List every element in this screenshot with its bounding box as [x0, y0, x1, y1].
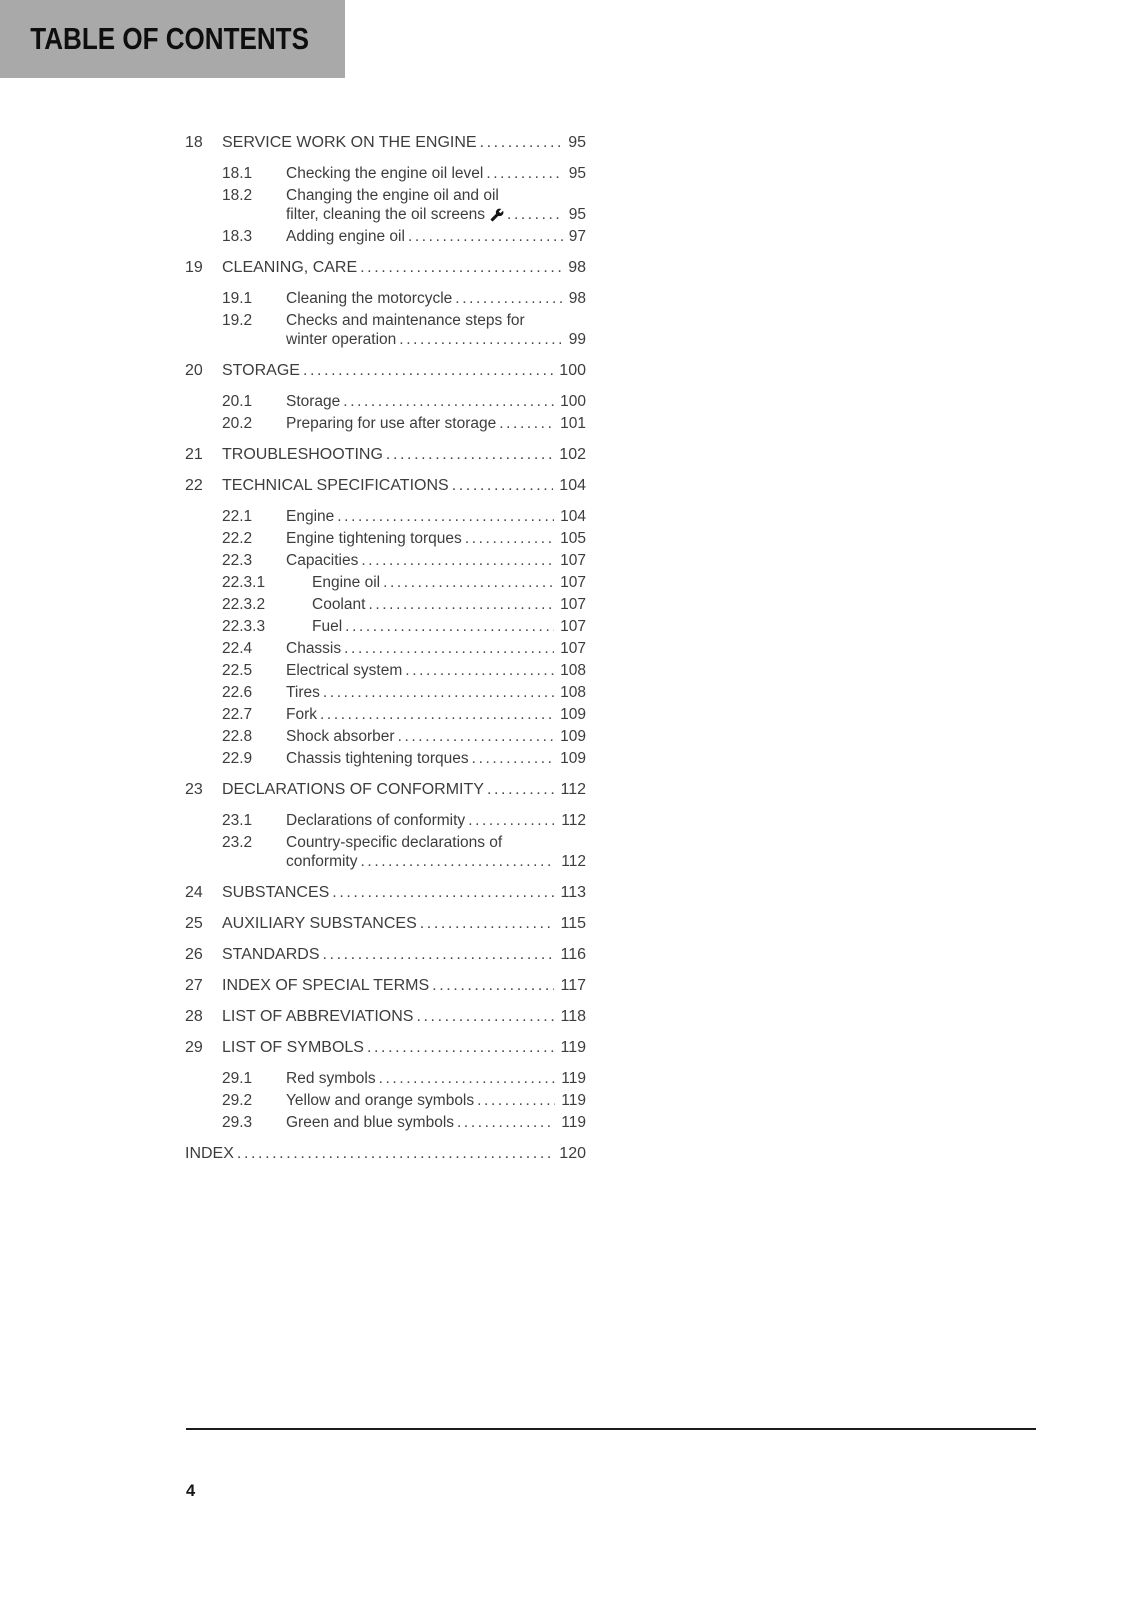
entry-page-number: 107 [560, 596, 586, 613]
entry-title-line2 [222, 133, 586, 152]
entry-title-line2 [185, 1144, 586, 1163]
entry-number: 23.2 [222, 834, 253, 851]
entry-title: Red symbols [286, 1070, 376, 1087]
entry-number: 22.3 [222, 552, 253, 569]
toc-entry [185, 551, 586, 570]
entry-title: Checking the engine oil level [286, 165, 484, 182]
entry-number: 22.1 [222, 508, 253, 525]
entry-page-number: 98 [568, 259, 586, 276]
entry-title: AUXILIARY SUBSTANCES [222, 915, 417, 932]
entry-number: 24 [185, 884, 203, 901]
toc-entry [185, 414, 586, 433]
footer-divider [186, 1428, 1036, 1430]
dot-leader [358, 852, 556, 871]
dot-leader [449, 476, 554, 495]
entry-number: 22.9 [222, 750, 253, 767]
entry-title-line2 [286, 414, 586, 433]
entry-page-number: 101 [560, 415, 586, 432]
entry-title: Engine tightening torques [286, 530, 462, 547]
entry-title: Adding engine oil [286, 228, 405, 245]
entry-page-number: 105 [560, 530, 586, 547]
entry-body [286, 1113, 586, 1132]
dot-leader [357, 258, 562, 277]
dot-leader [358, 551, 554, 570]
entry-title: Fork [286, 706, 317, 723]
entry-number: 29.3 [222, 1114, 253, 1131]
entry-title-line2 [222, 1038, 586, 1057]
entry-title: DECLARATIONS OF CONFORMITY [222, 781, 484, 798]
entry-body [286, 507, 586, 526]
entry-title-line2 [222, 1007, 586, 1026]
entry-body [286, 639, 586, 658]
dot-leader [504, 205, 563, 224]
entry-body [222, 976, 586, 995]
entry-title-line2 [286, 811, 586, 830]
entry-title-line2 [286, 551, 586, 570]
entry-title: STORAGE [222, 362, 300, 379]
entry-page-number: 98 [568, 290, 586, 307]
dot-leader [454, 1113, 555, 1132]
entry-page-number: 109 [560, 706, 586, 723]
toc-entry [185, 573, 586, 592]
dot-leader [396, 330, 562, 349]
entry-title: Green and blue symbols [286, 1114, 455, 1131]
entry-page-number: 107 [560, 640, 586, 657]
entry-page-number: 104 [559, 477, 586, 494]
entry-body [222, 945, 586, 964]
entry-title: STANDARDS [222, 946, 320, 963]
entry-title-line2 [222, 780, 586, 799]
entry-title: conformity [286, 853, 358, 870]
toc-entry [185, 476, 586, 495]
entry-body [312, 617, 586, 636]
entry-number: 18 [185, 134, 203, 151]
dot-leader [341, 639, 554, 658]
entry-title: Declarations of conformity [286, 812, 466, 829]
dot-leader [380, 573, 554, 592]
dot-leader [413, 1007, 554, 1026]
page-title: TABLE OF CONTENTS [30, 21, 309, 56]
entry-page-number: 117 [560, 977, 586, 994]
entry-title-line2 [286, 661, 586, 680]
entry-title-line2 [286, 1113, 586, 1132]
dot-leader [365, 595, 554, 614]
entry-body [222, 476, 586, 495]
toc-entry [185, 227, 586, 246]
entry-number: 26 [185, 946, 203, 963]
toc-entry [185, 445, 586, 464]
entry-title: Shock absorber [286, 728, 395, 745]
entry-page-number: 119 [561, 1070, 586, 1087]
entry-number: 19 [185, 259, 203, 276]
entry-number: 22.3.2 [222, 596, 266, 613]
toc-entry [185, 1007, 586, 1026]
entry-number: 20 [185, 362, 203, 379]
entry-title-line2 [286, 529, 586, 548]
entry-number: 19.2 [222, 312, 253, 329]
entry-body [286, 311, 586, 349]
entry-title-line1: Country-specific declarations of [286, 834, 503, 851]
entry-number: 22.3.1 [222, 574, 266, 591]
entry-number: 28 [185, 1008, 203, 1025]
toc-entry [185, 186, 586, 224]
toc-entry [185, 164, 586, 183]
dot-leader [465, 811, 555, 830]
entry-title-line2 [222, 914, 586, 933]
toc-entry [185, 683, 586, 702]
entry-page-number: 102 [559, 446, 586, 463]
dot-leader [334, 507, 554, 526]
entry-number: 22.4 [222, 640, 253, 657]
entry-page-number: 109 [560, 750, 586, 767]
toc-entry [185, 529, 586, 548]
toc-entry [185, 617, 586, 636]
dot-leader [234, 1144, 553, 1163]
entry-title-line2 [286, 330, 586, 349]
dot-leader [364, 1038, 555, 1057]
entry-page-number: 108 [560, 662, 586, 679]
entry-body [286, 227, 586, 246]
entry-body [286, 289, 586, 308]
dot-leader [462, 529, 554, 548]
dot-leader [484, 780, 555, 799]
entry-title: INDEX [185, 1145, 234, 1162]
dot-leader [429, 976, 554, 995]
footer-page-number: 4 [186, 1482, 196, 1500]
dot-leader [395, 727, 555, 746]
entry-title-line2 [286, 164, 586, 183]
entry-body [222, 914, 586, 933]
entry-body [312, 595, 586, 614]
entry-title: Chassis [286, 640, 342, 657]
entry-body [286, 529, 586, 548]
toc-entry [185, 833, 586, 871]
toc-entry [185, 914, 586, 933]
dot-leader [329, 883, 554, 902]
entry-title: SUBSTANCES [222, 884, 330, 901]
entry-page-number: 113 [560, 884, 586, 901]
entry-body [286, 727, 586, 746]
toc-entry [185, 258, 586, 277]
entry-body [286, 833, 586, 871]
entry-body [312, 573, 586, 592]
entry-title: winter operation [286, 331, 397, 348]
dot-leader [469, 749, 554, 768]
entry-title: Storage [286, 393, 341, 410]
entry-title: TROUBLESHOOTING [222, 446, 383, 463]
toc-entry [185, 392, 586, 411]
entry-page-number: 104 [560, 508, 586, 525]
entry-title-line2 [286, 852, 586, 871]
entry-title-line2 [286, 639, 586, 658]
entry-title: CLEANING, CARE [222, 259, 358, 276]
toc-entry [185, 780, 586, 799]
entry-body [286, 811, 586, 830]
entry-body [286, 661, 586, 680]
entry-title: Electrical system [286, 662, 403, 679]
toc-entry [185, 727, 586, 746]
entry-title-line2 [222, 945, 586, 964]
entry-page-number: 107 [560, 552, 586, 569]
entry-number: 21 [185, 446, 203, 463]
entry-title-line2 [286, 1069, 586, 1088]
toc-entry [185, 976, 586, 995]
dot-leader [402, 661, 554, 680]
entry-title: Preparing for use after storage [286, 415, 497, 432]
entry-title: Capacities [286, 552, 359, 569]
entry-body [222, 1038, 586, 1057]
entry-body [222, 780, 586, 799]
dot-leader [496, 414, 554, 433]
entry-title-line2 [312, 573, 586, 592]
entry-body [286, 392, 586, 411]
entry-body [286, 705, 586, 724]
entry-number: 22.5 [222, 662, 253, 679]
entry-title: TECHNICAL SPECIFICATIONS [222, 477, 449, 494]
entry-page-number: 107 [560, 618, 586, 635]
entry-page-number: 112 [561, 812, 586, 829]
entry-title-line2 [222, 976, 586, 995]
toc-entry [185, 705, 586, 724]
toc-entry [185, 1144, 586, 1163]
entry-title-line1: Changing the engine oil and oil [286, 187, 499, 204]
entry-number: 27 [185, 977, 203, 994]
entry-title: Fuel [312, 618, 343, 635]
entry-title-line2 [286, 392, 586, 411]
entry-title-line2 [286, 705, 586, 724]
entry-page-number: 100 [560, 393, 586, 410]
entry-title-line2 [222, 361, 586, 380]
dot-leader [483, 164, 562, 183]
entry-page-number: 120 [559, 1145, 586, 1162]
entry-number: 22.8 [222, 728, 253, 745]
entry-page-number: 109 [560, 728, 586, 745]
entry-number: 22.3.3 [222, 618, 266, 635]
toc-entry [185, 661, 586, 680]
toc-entry [185, 1069, 586, 1088]
entry-number: 18.1 [222, 165, 253, 182]
dot-leader [340, 392, 554, 411]
entry-number: 29.2 [222, 1092, 253, 1109]
entry-page-number: 95 [568, 165, 586, 182]
entry-title-line2 [312, 617, 586, 636]
entry-body [222, 361, 586, 380]
entry-number: 29.1 [222, 1070, 253, 1087]
entry-title: Cleaning the motorcycle [286, 290, 453, 307]
entry-page-number: 119 [560, 1039, 586, 1056]
toc-entry [185, 945, 586, 964]
entry-page-number: 95 [568, 134, 586, 151]
entry-page-number: 107 [560, 574, 586, 591]
toc-entry [185, 289, 586, 308]
entry-page-number: 116 [560, 946, 586, 963]
toc-entry [185, 507, 586, 526]
entry-title-line2 [286, 749, 586, 768]
entry-title: Yellow and orange symbols [286, 1092, 475, 1109]
entry-title-line2 [286, 227, 586, 246]
entry-title: Chassis tightening torques [286, 750, 469, 767]
dot-leader [477, 133, 563, 152]
entry-body [222, 883, 586, 902]
dot-leader [417, 914, 555, 933]
entry-page-number: 95 [568, 206, 586, 223]
dot-leader [320, 683, 554, 702]
toc-entry [185, 1038, 586, 1057]
entry-title-line2 [222, 883, 586, 902]
entry-number: 18.3 [222, 228, 253, 245]
entry-number: 29 [185, 1039, 203, 1056]
entry-body [222, 133, 586, 152]
dot-leader [452, 289, 562, 308]
entry-page-number: 115 [560, 915, 586, 932]
entry-title-line2 [222, 258, 586, 277]
entry-number: 23.1 [222, 812, 253, 829]
dot-leader [474, 1091, 555, 1110]
entry-number: 22.6 [222, 684, 253, 701]
entry-title-line2 [286, 683, 586, 702]
page-header-banner [0, 0, 345, 78]
entry-title-line2 [286, 1091, 586, 1110]
toc-entry [185, 883, 586, 902]
toc-entry [185, 1113, 586, 1132]
entry-body [222, 258, 586, 277]
entry-page-number: 119 [561, 1114, 586, 1131]
entry-page-number: 97 [568, 228, 586, 245]
entry-body [222, 445, 586, 464]
entry-body [222, 1007, 586, 1026]
toc-entry [185, 133, 586, 152]
entry-number: 25 [185, 915, 203, 932]
entry-body [286, 1069, 586, 1088]
dot-leader [376, 1069, 556, 1088]
entry-body [286, 164, 586, 183]
toc-entry [185, 361, 586, 380]
entry-number: 20.2 [222, 415, 253, 432]
entry-number: 20.1 [222, 393, 253, 410]
entry-body [185, 1144, 586, 1163]
entry-body [286, 186, 586, 224]
entry-title: SERVICE WORK ON THE ENGINE [222, 134, 477, 151]
entry-title-line2 [286, 507, 586, 526]
entry-title: Tires [286, 684, 320, 701]
toc-entry [185, 595, 586, 614]
entry-title-line2 [286, 289, 586, 308]
entry-body [286, 683, 586, 702]
entry-title-line2 [286, 205, 586, 224]
entry-title: INDEX OF SPECIAL TERMS [222, 977, 430, 994]
entry-page-number: 119 [561, 1092, 586, 1109]
entry-body [286, 749, 586, 768]
entry-body [286, 551, 586, 570]
toc-entry [185, 749, 586, 768]
entry-title-line2 [312, 595, 586, 614]
entry-page-number: 108 [560, 684, 586, 701]
entry-title: Coolant [312, 596, 366, 613]
entry-page-number: 118 [560, 1008, 586, 1025]
dot-leader [320, 945, 555, 964]
entry-number: 22.2 [222, 530, 253, 547]
entry-title: Engine oil [312, 574, 381, 591]
toc-entry [185, 811, 586, 830]
entry-title-line2 [222, 476, 586, 495]
entry-title: LIST OF SYMBOLS [222, 1039, 364, 1056]
entry-number: 19.1 [222, 290, 253, 307]
entry-page-number: 100 [559, 362, 586, 379]
entry-title-line1: Checks and maintenance steps for [286, 312, 525, 329]
entry-page-number: 112 [561, 853, 586, 870]
dot-leader [300, 361, 553, 380]
dot-leader [383, 445, 553, 464]
entry-number: 23 [185, 781, 203, 798]
toc-entry [185, 1091, 586, 1110]
entry-title-line2 [222, 445, 586, 464]
entry-body [286, 414, 586, 433]
entry-title: filter, cleaning the oil screens [286, 206, 486, 223]
dot-leader [342, 617, 554, 636]
entry-number: 22 [185, 477, 203, 494]
toc-entry [185, 639, 586, 658]
entry-number: 18.2 [222, 187, 253, 204]
entry-title: LIST OF ABBREVIATIONS [222, 1008, 414, 1025]
entry-page-number: 112 [560, 781, 586, 798]
entry-title-line2 [286, 727, 586, 746]
entry-body [286, 1091, 586, 1110]
entry-title: Engine [286, 508, 335, 525]
dot-leader [317, 705, 554, 724]
entry-page-number: 99 [568, 331, 586, 348]
wrench-icon [490, 208, 504, 224]
entry-number: 22.7 [222, 706, 253, 723]
dot-leader [405, 227, 563, 246]
toc-list [185, 121, 586, 1175]
toc-entry [185, 311, 586, 349]
